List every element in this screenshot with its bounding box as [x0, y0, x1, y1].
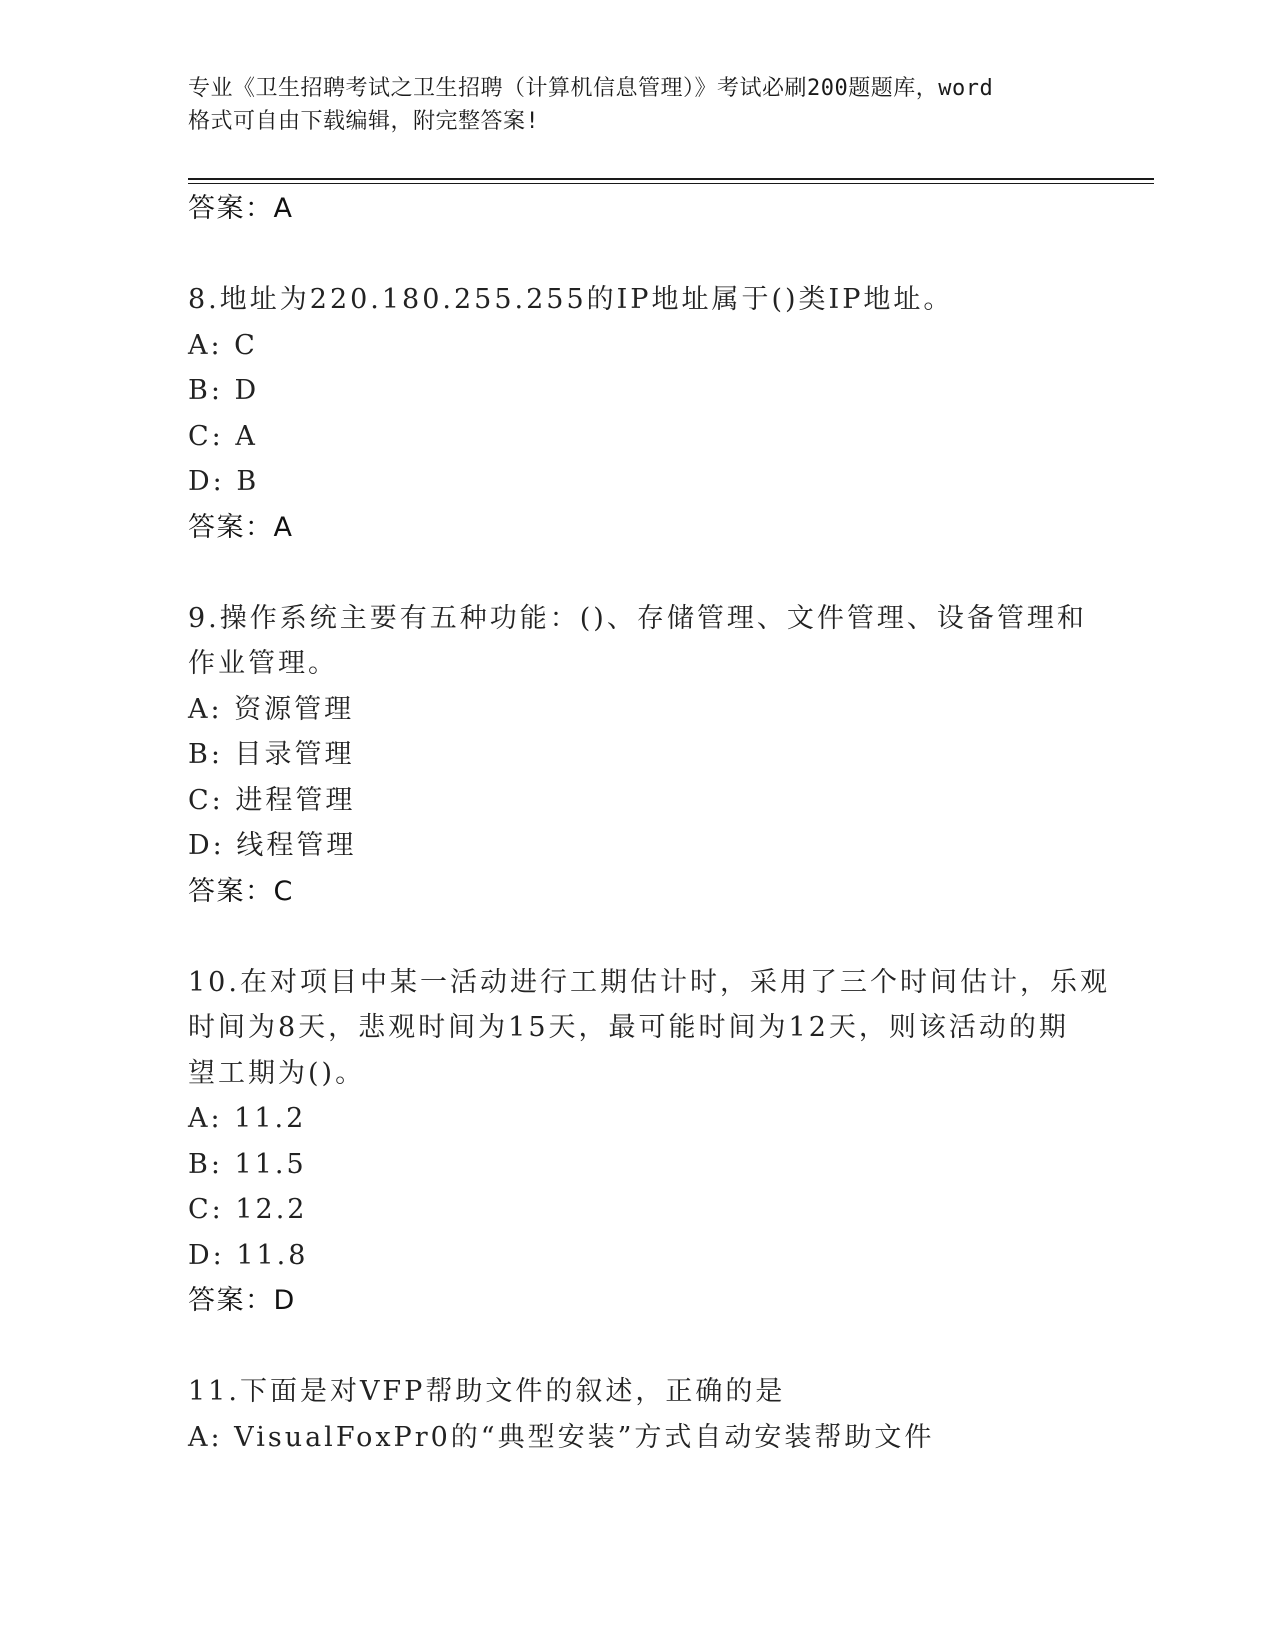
option-c: C: 12.2 — [188, 1194, 308, 1225]
spacer — [188, 232, 1088, 278]
header-line-2: 格式可自由下载编辑，附完整答案! — [188, 109, 540, 134]
header-divider-thick — [188, 178, 1154, 180]
header-divider-thin — [188, 183, 1154, 184]
question-11 — [188, 1369, 1088, 1460]
question-stem-line-1: 10.在对项目中某一活动进行工期估计时，采用了三个时间估计，乐观 — [188, 966, 1110, 998]
spacer — [188, 914, 1088, 960]
document-body — [188, 186, 1110, 1460]
header-line-1: 专业《卫生招聘考试之卫生招聘（计算机信息管理）》考试必刷200题题库，word — [188, 76, 994, 101]
option-b: B: 11.5 — [188, 1148, 307, 1180]
option-a: A: 资源管理 — [188, 693, 355, 725]
answer-label: 答案：A — [188, 511, 294, 543]
answer-label: 答案：D — [188, 1285, 296, 1316]
option-a: A: 11.2 — [188, 1103, 307, 1134]
spacer — [188, 550, 1088, 596]
option-c: C: A — [188, 420, 258, 452]
question-stem-line-2: 作业管理。 — [188, 648, 338, 679]
question-10 — [188, 960, 1110, 1324]
question-9 — [188, 596, 1088, 915]
option-d: D: 11.8 — [188, 1239, 309, 1271]
question-stem: 8.地址为220.180.255.255的IP地址属于()类IP地址。 — [188, 284, 954, 315]
question-stem-line-1: 9.操作系统主要有五种功能：()、存储管理、文件管理、设备管理和 — [188, 602, 1087, 634]
question-stem-line-2: 时间为8天，悲观时间为15天，最可能时间为12天，则该活动的期 — [188, 1012, 1069, 1043]
question-stem: 11.下面是对VFP帮助文件的叙述，正确的是 — [188, 1376, 786, 1407]
question-stem-line-3: 望工期为()。 — [188, 1057, 366, 1089]
option-c: C: 进程管理 — [188, 784, 356, 816]
question-8 — [188, 277, 1088, 550]
option-d: D: B — [188, 466, 260, 497]
option-a: A: C — [188, 329, 258, 361]
document-header — [188, 72, 1088, 138]
previous-answer: 答案：A — [188, 193, 294, 224]
option-b: B: 目录管理 — [188, 739, 355, 770]
option-d: D: 线程管理 — [188, 830, 357, 861]
answer-label: 答案：C — [188, 875, 294, 907]
option-a: A: VisualFoxPr0的“典型安装”方式自动安装帮助文件 — [188, 1421, 935, 1453]
spacer — [188, 1324, 1088, 1370]
option-b: B: D — [188, 375, 260, 406]
